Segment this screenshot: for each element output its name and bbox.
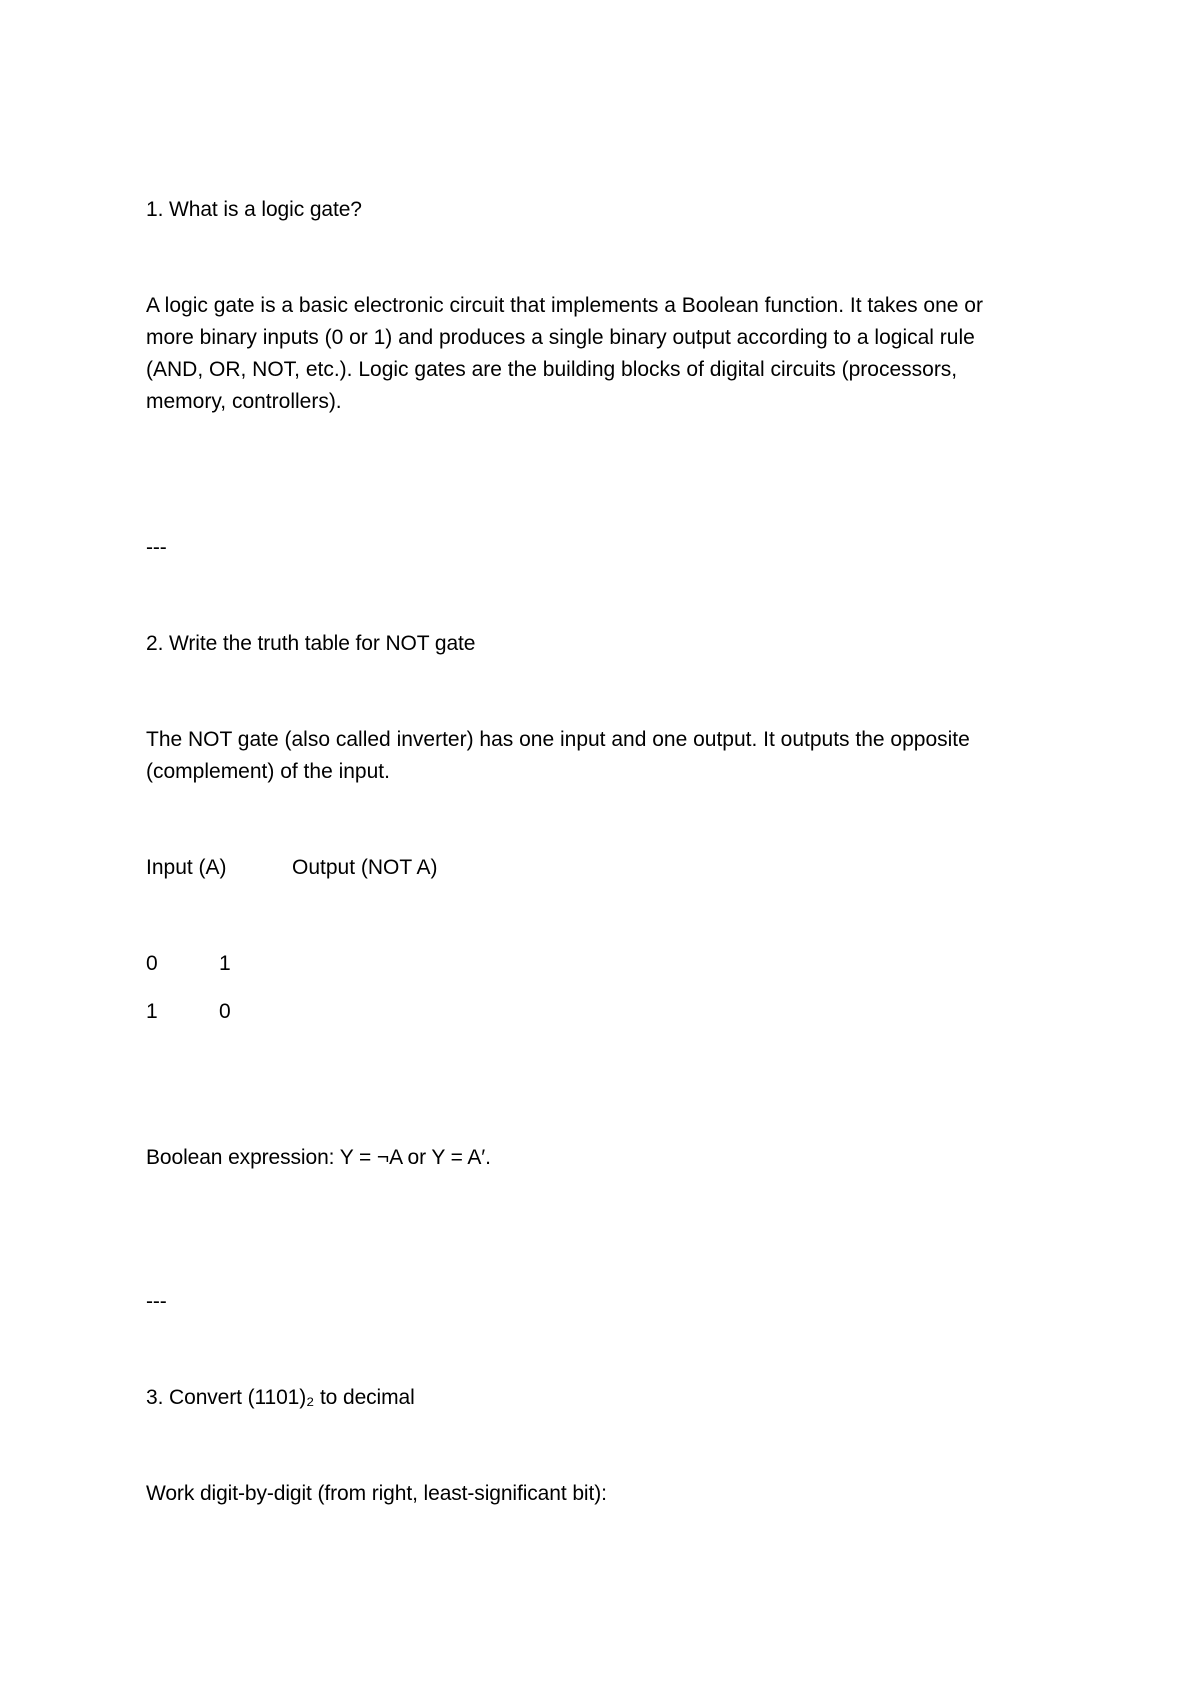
section-separator: --- (146, 1290, 167, 1313)
table-cell: 1 (219, 952, 231, 975)
boolean-expression: Boolean expression: Y = ¬A or Y = A′. (146, 1146, 491, 1169)
intro-line: The NOT gate (also called inverter) has one input and one output. It outputs the opposite (146, 728, 970, 751)
table-header-output: Output (NOT A) (292, 856, 438, 879)
table-cell: 0 (219, 1000, 231, 1023)
question-1-answer (146, 290, 1046, 418)
section-separator: --- (146, 536, 167, 559)
question-3-heading: 3. Convert (1101)₂ to decimal (146, 1386, 415, 1409)
question-2-intro (146, 724, 1046, 788)
question-3-intro: Work digit-by-digit (from right, least-significant bit): (146, 1482, 607, 1505)
intro-line: (complement) of the input. (146, 760, 390, 783)
answer-line: more binary inputs (0 or 1) and produces a single binary output according to a logical rule (146, 326, 975, 349)
table-cell: 0 (146, 952, 158, 975)
answer-line: memory, controllers). (146, 390, 342, 413)
question-2-heading: 2. Write the truth table for NOT gate (146, 632, 476, 655)
table-cell: 1 (146, 1000, 158, 1023)
table-header-input: Input (A) (146, 856, 227, 879)
answer-line: A logic gate is a basic electronic circuit that implements a Boolean function. It takes one or (146, 294, 983, 317)
question-1-heading: 1. What is a logic gate? (146, 198, 362, 221)
answer-line: (AND, OR, NOT, etc.). Logic gates are the building blocks of digital circuits (processors, (146, 358, 958, 381)
